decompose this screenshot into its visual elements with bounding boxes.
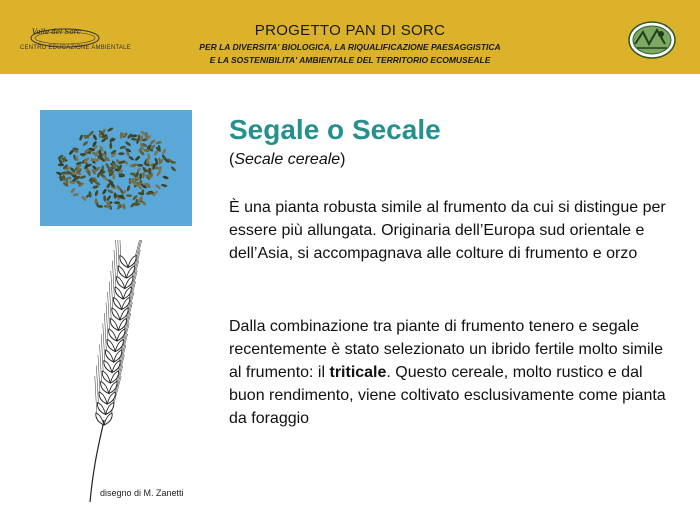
ecomuseum-logo-icon xyxy=(627,20,677,60)
paragraph-triticale: Dalla combinazione tra piante di frumento tenero e segale recentemente è stato selezionato un ibrido fertile molto simile al frumento: il triticale. Questo cereale, molto rustico e dal buon rendimento, viene coltivato esclusivamente come pianta da foraggio xyxy=(229,318,666,427)
logo-caption: CENTRO EDUCAZIONE AMBIENTALE xyxy=(20,45,131,51)
drawing-credit: disegno di M. Zanetti xyxy=(100,488,184,498)
scientific-name-text: Secale cereale xyxy=(234,151,341,168)
paragraph-description: È una pianta robusta simile al frumento da cui si distingue per essere più allungata. Originaria dell’Europa sud orientale e dell’Asia, si accompagnava alle colture di frumento e orzo xyxy=(229,199,666,262)
rye-ear-drawing xyxy=(70,240,170,502)
scientific-name: (Secale cereale) xyxy=(229,151,346,168)
cea-logo-icon xyxy=(20,24,120,62)
page-header-title: PROGETTO PAN DI SORC xyxy=(254,22,446,39)
rye-seeds-photo xyxy=(40,110,192,226)
triticale-bold: triticale xyxy=(329,364,387,381)
header-banner xyxy=(0,0,700,74)
header-subtitle-line1: PER LA DIVERSITA' BIOLOGICA, LA RIQUALIFICAZIONE PAESAGGISTICA xyxy=(199,42,501,52)
logo-script-text: Valle del Sorc xyxy=(32,28,81,36)
page-title: Segale o Secale xyxy=(229,114,441,145)
header-subtitle-line2: E LA SOSTENIBILITA' AMBIENTALE DEL TERRITORIO ECOMUSEALE xyxy=(209,55,491,65)
